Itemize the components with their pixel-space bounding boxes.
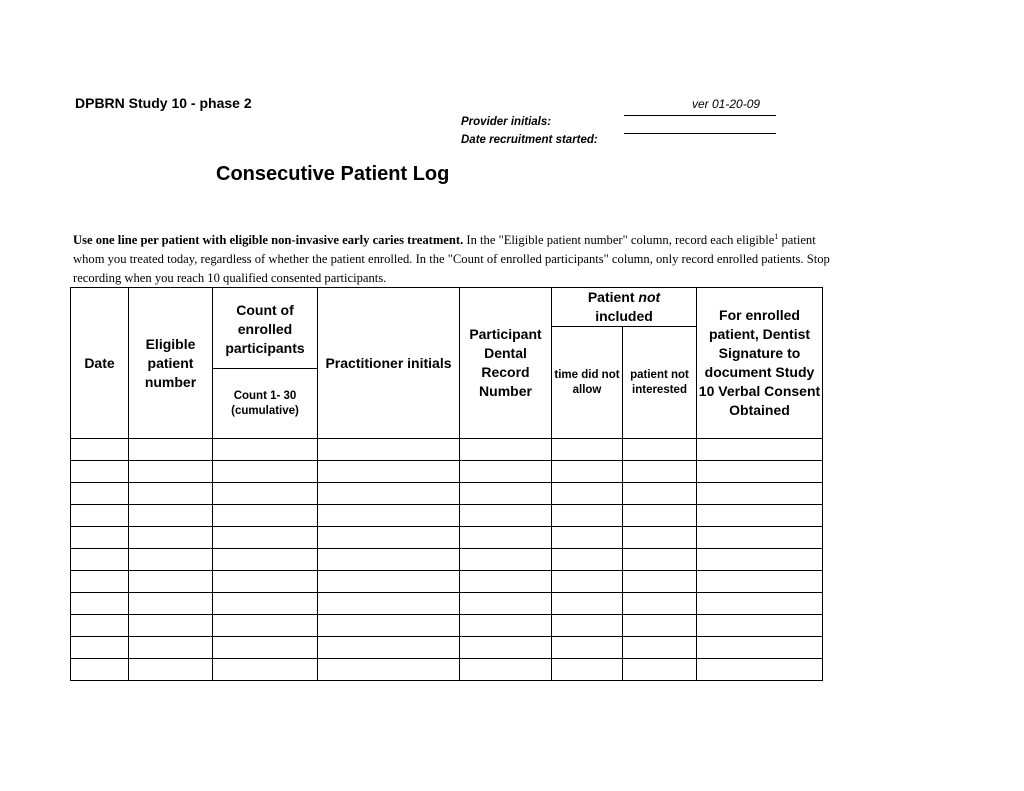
cell-patient-not-interested[interactable]: [623, 439, 697, 461]
cell-count-enrolled[interactable]: [213, 659, 318, 681]
col-header-patient-not-included: [552, 288, 697, 327]
cell-count-enrolled[interactable]: [213, 637, 318, 659]
table-row: [71, 659, 823, 681]
cell-participant-dental-record[interactable]: [460, 505, 552, 527]
date-recruitment-field[interactable]: [624, 133, 776, 134]
table-row: [71, 549, 823, 571]
cell-date[interactable]: [71, 505, 129, 527]
col-header-practitioner-initials: Practitioner initials: [318, 288, 460, 439]
cell-eligible-patient-number[interactable]: [129, 527, 213, 549]
patient-log-table: [70, 287, 823, 681]
cell-time-did-not-allow[interactable]: [552, 659, 623, 681]
cell-date[interactable]: [71, 659, 129, 681]
cell-time-did-not-allow[interactable]: [552, 439, 623, 461]
cell-patient-not-interested[interactable]: [623, 549, 697, 571]
instructions-lead: Use one line per patient with eligible non-invasive early caries treatment.: [73, 233, 464, 247]
cell-patient-not-interested[interactable]: [623, 637, 697, 659]
cell-date[interactable]: [71, 527, 129, 549]
col-header-eligible-patient-number: Eligible patient number: [129, 288, 213, 439]
cell-patient-not-interested[interactable]: [623, 571, 697, 593]
table-row: [71, 571, 823, 593]
cell-time-did-not-allow[interactable]: [552, 593, 623, 615]
footnote-marker: 1: [774, 231, 779, 241]
cell-time-did-not-allow[interactable]: [552, 461, 623, 483]
cell-patient-not-interested[interactable]: [623, 461, 697, 483]
patient-not-included-em: not: [638, 289, 661, 305]
instructions-part1: In the "Eligible patient number" column, record each eligible: [466, 233, 775, 247]
cell-eligible-patient-number[interactable]: [129, 615, 213, 637]
cell-participant-dental-record[interactable]: [460, 527, 552, 549]
cell-practitioner-initials[interactable]: [318, 571, 460, 593]
log-body: [71, 439, 823, 681]
cell-signature[interactable]: [697, 659, 823, 681]
cell-eligible-patient-number[interactable]: [129, 549, 213, 571]
cell-participant-dental-record[interactable]: [460, 439, 552, 461]
cell-signature[interactable]: [697, 549, 823, 571]
cell-time-did-not-allow[interactable]: [552, 637, 623, 659]
cell-date[interactable]: [71, 571, 129, 593]
cell-date[interactable]: [71, 593, 129, 615]
study-heading: DPBRN Study 10 - phase 2: [75, 95, 252, 111]
cell-time-did-not-allow[interactable]: [552, 549, 623, 571]
version-label: ver 01-20-09: [692, 97, 761, 111]
cell-date[interactable]: [71, 637, 129, 659]
cell-time-did-not-allow[interactable]: [552, 505, 623, 527]
cell-participant-dental-record[interactable]: [460, 549, 552, 571]
cell-signature[interactable]: [697, 439, 823, 461]
cell-date[interactable]: [71, 439, 129, 461]
cell-time-did-not-allow[interactable]: [552, 483, 623, 505]
cell-patient-not-interested[interactable]: [623, 527, 697, 549]
cell-count-enrolled[interactable]: [213, 593, 318, 615]
cell-practitioner-initials[interactable]: [318, 637, 460, 659]
cell-practitioner-initials[interactable]: [318, 439, 460, 461]
cell-date[interactable]: [71, 461, 129, 483]
table-row: [71, 615, 823, 637]
col-header-date: Date: [71, 288, 129, 439]
cell-participant-dental-record[interactable]: [460, 483, 552, 505]
cell-eligible-patient-number[interactable]: [129, 571, 213, 593]
cell-date[interactable]: [71, 549, 129, 571]
table-row: [71, 637, 823, 659]
cell-participant-dental-record[interactable]: [460, 615, 552, 637]
instructions-paragraph: [73, 231, 833, 288]
cell-signature[interactable]: [697, 593, 823, 615]
cell-time-did-not-allow[interactable]: [552, 527, 623, 549]
cell-date[interactable]: [71, 615, 129, 637]
cell-practitioner-initials[interactable]: [318, 527, 460, 549]
table-row: [71, 483, 823, 505]
cell-eligible-patient-number[interactable]: [129, 637, 213, 659]
cell-signature[interactable]: [697, 615, 823, 637]
cell-count-enrolled[interactable]: [213, 549, 318, 571]
cell-participant-dental-record[interactable]: [460, 659, 552, 681]
cell-signature[interactable]: [697, 637, 823, 659]
instructions-part2: patient whom you treated today, regardless of whether the patient enrolled. In the "Count of enrolled participants" column, only record enrolled patients. Stop recording when you reach 10 qualified consented participants.: [73, 233, 830, 285]
cell-time-did-not-allow[interactable]: [552, 615, 623, 637]
cell-practitioner-initials[interactable]: [318, 505, 460, 527]
cell-patient-not-interested[interactable]: [623, 593, 697, 615]
cell-participant-dental-record[interactable]: [460, 571, 552, 593]
cell-patient-not-interested[interactable]: [623, 505, 697, 527]
cell-eligible-patient-number[interactable]: [129, 461, 213, 483]
cell-count-enrolled[interactable]: [213, 439, 318, 461]
cell-date[interactable]: [71, 483, 129, 505]
cell-count-enrolled[interactable]: [213, 527, 318, 549]
cell-count-enrolled[interactable]: [213, 571, 318, 593]
table-row: [71, 593, 823, 615]
cell-signature[interactable]: [697, 571, 823, 593]
cell-time-did-not-allow[interactable]: [552, 571, 623, 593]
table-row: [71, 527, 823, 549]
cell-count-enrolled[interactable]: [213, 483, 318, 505]
cell-patient-not-interested[interactable]: [623, 483, 697, 505]
cell-signature[interactable]: [697, 483, 823, 505]
col-header-count-sub: Count 1- 30 (cumulative): [213, 369, 318, 439]
table-row: [71, 439, 823, 461]
cell-practitioner-initials[interactable]: [318, 461, 460, 483]
header-row-top: [71, 288, 823, 327]
cell-practitioner-initials[interactable]: [318, 659, 460, 681]
cell-practitioner-initials[interactable]: [318, 483, 460, 505]
provider-initials-label: Provider initials:: [461, 116, 552, 128]
page-title: Consecutive Patient Log: [216, 163, 450, 185]
cell-practitioner-initials[interactable]: [318, 593, 460, 615]
date-recruitment-label: Date recruitment started:: [461, 134, 598, 146]
col-header-patient-not-interested: patient not interested: [623, 327, 697, 439]
cell-patient-not-interested[interactable]: [623, 615, 697, 637]
patient-not-included-pre: Patient: [587, 289, 635, 305]
table-row: [71, 461, 823, 483]
provider-initials-field[interactable]: [624, 115, 776, 116]
cell-participant-dental-record[interactable]: [460, 461, 552, 483]
col-header-participant-dental-record: Participant Dental Record Number: [460, 288, 552, 439]
cell-participant-dental-record[interactable]: [460, 593, 552, 615]
cell-count-enrolled[interactable]: [213, 615, 318, 637]
cell-signature[interactable]: [697, 505, 823, 527]
col-header-count-enrolled: Count of enrolled participants: [213, 288, 318, 369]
patient-not-included-post: included: [595, 308, 653, 324]
cell-signature[interactable]: [697, 527, 823, 549]
cell-eligible-patient-number[interactable]: [129, 483, 213, 505]
cell-eligible-patient-number[interactable]: [129, 439, 213, 461]
col-header-signature: For enrolled patient, Dentist Signature to document Study 10 Verbal Consent Obtained: [697, 288, 823, 439]
cell-eligible-patient-number[interactable]: [129, 505, 213, 527]
cell-patient-not-interested[interactable]: [623, 659, 697, 681]
cell-count-enrolled[interactable]: [213, 505, 318, 527]
cell-count-enrolled[interactable]: [213, 461, 318, 483]
cell-practitioner-initials[interactable]: [318, 615, 460, 637]
cell-eligible-patient-number[interactable]: [129, 593, 213, 615]
table-row: [71, 505, 823, 527]
cell-participant-dental-record[interactable]: [460, 637, 552, 659]
cell-signature[interactable]: [697, 461, 823, 483]
cell-eligible-patient-number[interactable]: [129, 659, 213, 681]
cell-practitioner-initials[interactable]: [318, 549, 460, 571]
col-header-time-did-not-allow: time did not allow: [552, 327, 623, 439]
